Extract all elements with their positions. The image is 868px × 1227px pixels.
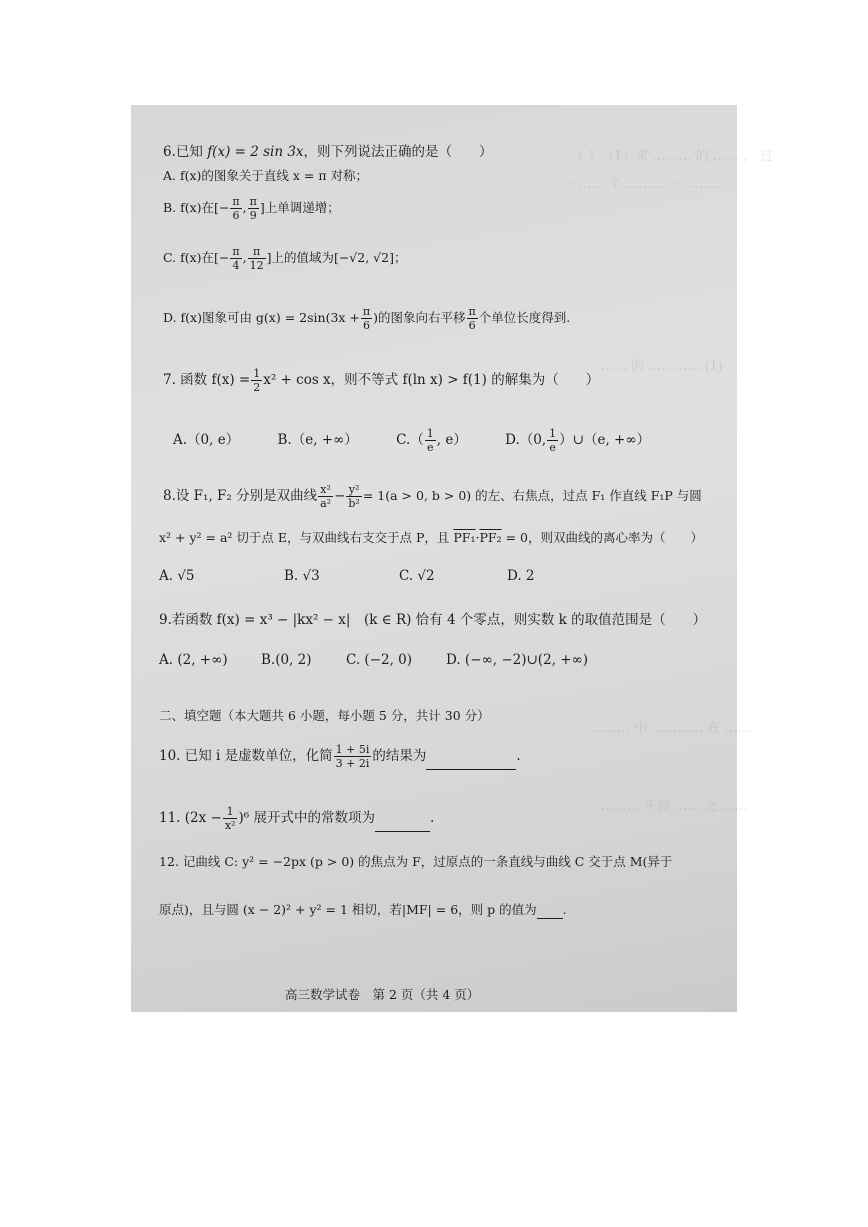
q7-option-a: A.（0, e） <box>173 432 240 448</box>
q11-prefix: 11. (2x − <box>159 810 222 826</box>
q9-stem: 9.若函数 f(x) = x³ − |kx² − x| (k ∈ R) 恰有 4 个零点，则实数 k 的取值范围是（ ） <box>159 612 707 628</box>
q8-minus: − <box>334 488 346 504</box>
q8-f2-num: y² <box>346 483 361 497</box>
q7-d-f-num: 1 <box>549 427 557 440</box>
q10-answer-blank[interactable] <box>426 755 516 770</box>
q6-stem-prefix: 6.已知 <box>163 144 203 160</box>
q11-stem <box>159 805 434 832</box>
q6-b-fraction-2 <box>248 195 259 222</box>
q9-option-a: A. (2, +∞) <box>159 652 228 668</box>
q7-option-b: B.（e, +∞） <box>277 432 358 448</box>
bleed-through-text: ……… 中 ………… 在 …… <box>591 721 751 736</box>
q6-d-f1-num: π <box>362 305 371 318</box>
q7-c-suffix: , e） <box>436 432 467 448</box>
q7-c-prefix: C.（ <box>396 432 424 448</box>
q9-option-c: C. (−2, 0) <box>346 652 413 668</box>
q6-c-fraction-1 <box>230 245 241 272</box>
q6-c-suffix: ]上的值域为[−√2, √2]； <box>266 250 407 265</box>
q11-end: . <box>429 810 435 826</box>
q6-b-f1-den: 6 <box>232 209 240 222</box>
q6-d-prefix: D. f(x)图象可由 g(x) = 2sin(3x + <box>163 310 360 325</box>
q6-b-fraction-1 <box>230 195 241 222</box>
q8-f1-num: x² <box>318 483 333 497</box>
q6-d-suffix: 个单位长度得到. <box>478 310 571 325</box>
q8-options <box>159 567 535 585</box>
section-heading-fill-in: 二、填空题（本大题共 6 小题，每小题 5 分，共计 30 分） <box>159 708 490 723</box>
q7-suffix: x² + cos x，则不等式 f(ln x) > f(1) 的解集为（ ） <box>263 372 600 388</box>
q8-f2-den: b² <box>348 497 360 510</box>
q6-stem-suffix: ，则下列说法正确的是（ ） <box>303 144 493 160</box>
q8-suffix: = 1(a > 0, b > 0) 的左、右焦点，过点 F₁ 作直线 F₁P 与圆 <box>362 488 702 503</box>
q8-line2-prefix: x² + y² = a² 切于点 E，与双曲线右支交于点 P，且 <box>159 530 450 545</box>
q7-stem <box>163 367 599 394</box>
q11-answer-blank[interactable] <box>375 817 430 832</box>
q6-d-f1-den: 6 <box>363 319 371 332</box>
q6-option-c <box>163 245 406 272</box>
q6-stem <box>163 143 493 161</box>
q8-option-d: D. 2 <box>507 568 535 584</box>
q8-stem-line-1 <box>163 483 702 510</box>
page-footer: 高三数学试卷 第 2 页（共 4 页） <box>285 987 480 1002</box>
q6-function: f(x) = 2 sin 3x <box>207 144 304 160</box>
q7-option-d <box>505 427 651 454</box>
q8-f1-den: a² <box>320 497 332 510</box>
bleed-through-text: ……… 平面 …… 之 …… <box>601 799 748 814</box>
q10-stem <box>159 743 521 770</box>
q6-d-fraction-2 <box>467 305 478 332</box>
q6-c-f2-num: π <box>248 245 266 259</box>
q7-prefix: 7. 函数 f(x) = <box>163 372 251 388</box>
q11-fraction <box>223 805 238 832</box>
q7-fraction <box>251 367 262 394</box>
q11-f-num: 1 <box>223 805 238 819</box>
q12-line2-prefix: 原点)，且与圆 (x − 2)² + y² = 1 相切，若|MF| = 6，则 p 的值为 <box>159 902 537 917</box>
q6-b-f2-den: 9 <box>249 209 257 222</box>
q12-stem-line-2 <box>159 901 567 919</box>
q7-c-f-den: e <box>427 441 434 454</box>
q6-c-f1-den: 4 <box>232 259 240 272</box>
q7-c-fraction <box>425 427 436 454</box>
q10-suffix: 的结果为 <box>372 748 427 764</box>
q6-c-fraction-2 <box>248 245 266 272</box>
q7-c-f-num: 1 <box>426 427 434 440</box>
q10-end: . <box>516 748 521 764</box>
q6-option-b <box>163 195 340 222</box>
q10-fraction <box>334 743 372 770</box>
q10-prefix: 10. 已知 i 是虚数单位，化简 <box>159 748 333 764</box>
q8-dot: · <box>475 530 480 545</box>
q7-option-c <box>396 427 467 454</box>
q6-b-f2-num: π <box>249 195 257 208</box>
q9-option-d: D. (−∞, −2)∪(2, +∞) <box>446 652 589 668</box>
q8-stem-line-2 <box>159 529 703 547</box>
q7-d-prefix: D.（0, <box>505 432 547 448</box>
q8-option-c: C. √2 <box>399 568 435 584</box>
q6-option-d <box>163 305 570 332</box>
bleed-through-text: （ ） （1）求 ……… 的 …… ， 过 <box>571 149 774 164</box>
exam-photo <box>131 105 774 1012</box>
q6-b-f1-num: π <box>232 195 240 208</box>
q9-option-b: B.(0, 2) <box>261 652 312 668</box>
q6-c-comma: , <box>242 250 247 265</box>
q10-f-den: 3 + 2i <box>335 757 370 770</box>
q8-line2-suffix: = 0，则双曲线的离心率为（ ） <box>505 530 703 545</box>
q8-prefix: 8.设 F₁, F₂ 分别是双曲线 <box>163 488 318 504</box>
q8-vector-pf1: PF₁ <box>453 530 476 545</box>
q7-d-f-den: e <box>549 441 556 454</box>
q12-end: . <box>562 902 567 917</box>
q6-d-f2-num: π <box>468 305 476 318</box>
bleed-through-text: …… 的 ………… (1) <box>601 359 723 374</box>
q7-f-num: 1 <box>253 367 261 380</box>
q7-d-fraction <box>547 427 558 454</box>
q11-f-den: x² <box>224 819 236 832</box>
q6-c-f1-num: π <box>232 245 240 258</box>
q6-b-prefix: B. f(x)在[− <box>163 200 230 215</box>
q12-answer-blank[interactable] <box>537 904 563 919</box>
q7-d-suffix: ）∪（e, +∞） <box>559 432 651 448</box>
q6-d-f2-den: 6 <box>468 319 476 332</box>
q10-f-num: 1 + 5i <box>335 743 370 756</box>
q12-stem-line-1: 12. 记曲线 C: y² = −2px (p > 0) 的焦点为 F，过原点的一条直线与曲线 C 交于点 M(异于 <box>159 854 673 869</box>
q11-suffix: )⁶ 展开式中的常数项为 <box>238 810 375 826</box>
q8-option-b: B. √3 <box>284 568 320 584</box>
q6-b-comma: , <box>242 200 247 215</box>
q7-f-den: 2 <box>253 381 261 394</box>
q6-c-prefix: C. f(x)在[− <box>163 250 230 265</box>
q6-b-suffix: ]上单调递增； <box>259 200 340 215</box>
bleed-through-text: 一 …… 个 ……… 一 ……… <box>561 177 725 192</box>
q6-d-mid: )的图象向右平移 <box>373 310 466 325</box>
q8-option-a: A. √5 <box>159 568 195 584</box>
q6-option-a: A. f(x)的图象关于直线 x = π 对称； <box>163 168 369 183</box>
q8-vector-pf2: PF₂ <box>479 530 502 545</box>
q7-options <box>173 427 650 454</box>
q8-fraction-y <box>346 483 361 510</box>
q8-fraction-x <box>318 483 333 510</box>
q9-options <box>159 651 588 669</box>
q6-d-fraction-1 <box>361 305 372 332</box>
q6-c-f2-den: 12 <box>249 259 264 272</box>
